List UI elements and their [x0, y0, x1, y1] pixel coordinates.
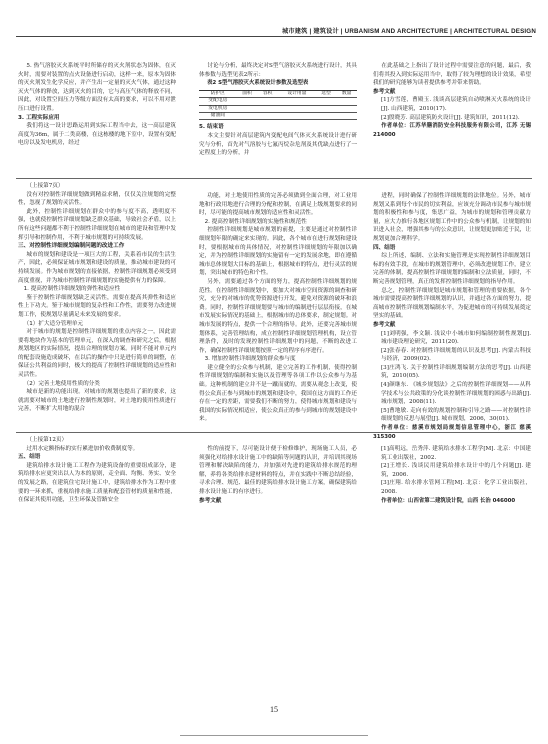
table-header-row	[199, 90, 357, 97]
references-heading: 参考文献	[373, 321, 396, 328]
running-header	[0, 0, 548, 38]
page-number: 15	[270, 705, 278, 714]
article1-column-1	[18, 62, 176, 168]
parameter-table	[199, 90, 357, 121]
paragraph: 城市是新的功能出现。对城市的规划也提出了新的要求，这就需要对城市的土地进行控制性规划时，对土地的使用性质进行完善，不断扩大用地的混合	[18, 389, 176, 413]
paragraph: 对于城市的规划是控制性详细规划的重点内容之一，因此需要将地块作为基本的管理单元，在深入的调查和研究之后，根据规划地区的实际情况，提出合理的规划方案。同时不能对单元内的配套设施造成破坏，在以后的操作中只是进行简单的调整，在保证公共利益的同时，极大的提高了控制性详细规划的适应性和灵活性。	[18, 329, 176, 379]
table-cell	[316, 113, 337, 120]
reference-item: [1]刘明强，李文颖. 浅议中小城市如何编制控制性规划[J]. 城市建设理论研究，2011(20).	[381, 330, 531, 346]
paragraph: 过用水定额指标的实行累进加价收费制度等。	[26, 445, 139, 452]
footer-rule	[180, 735, 368, 736]
table-cell	[237, 113, 258, 120]
paragraph: 城市的规划和建设是一项巨大的工程，关系着市民的生活生产，因此，必须保证城市规划和建设的质量，推动城市建设的可持续发展。作为城市规划的直接依据，控制性详细规划必须受到高度重视，并为城市控制性详细规划的实施提供有力的保障。	[18, 251, 176, 284]
header-rule	[16, 36, 532, 37]
table-caption: 表2 S型气溶胶灭火系统设计参数及选型表	[207, 80, 309, 87]
continued-from-label: （上接第7页）	[26, 183, 64, 189]
subsection-heading: （2）完善土地使用性质的分类	[23, 380, 100, 387]
paragraph: 5. 热气溶胶灭火系统平时所储存的灭火剂状态为固体，在灭火时，需要对装置的点火设备进行启动，这样一来，原本为固体的灭火剂发生化学反应，并产生出一定量的灭火气体，通过这种灭火气体的释放，达到灭火的目的，它与高压气体的释放不同，因此，对设置空间压力等级方面没有太高的要求，可以不用对泄压口进行设置。	[18, 63, 176, 112]
table-cell	[316, 98, 337, 105]
table-cell	[237, 105, 258, 112]
paragraph: 进程，同时确保了控制性详细规划的法律地位。另外，城市规划又系到每个市民的切实利益，应该充分调动市民参与城市规划的积极性和参与度，集思广益，为城市的规划和管理贡献力量，应大力推行各地区规划工作中的公众参与机制，让规划的知识进入社会，增强其参与的公众意识，让规划更加贴近于民，让规划更加合理科学。	[373, 193, 531, 242]
author-affiliation: 作者单位：江苏华膳消防安全科技服务有限公司，江苏 无锡 214000	[373, 123, 531, 138]
table-cell: 储油间	[199, 113, 237, 120]
table-header-cell: 数量	[336, 90, 357, 97]
table-row	[199, 98, 357, 105]
references-heading: 参考文献	[199, 497, 222, 504]
section-heading: 四、结语	[373, 244, 396, 251]
continued-from-label: （上接第12页）	[26, 437, 68, 443]
reference-item: [2]殷晓芳. 高层建筑防火设计[J]. 建筑知识，2011(12).	[381, 114, 520, 121]
table-cell: 发电机房	[199, 105, 237, 112]
section-heading: 三、对控制性详细规划编制问题的改进工作	[18, 243, 125, 250]
paragraph: 讨论与分析，最终决定对S型气溶胶灭火系统进行设计，其具体参数与选型见表2所示：	[199, 63, 357, 78]
table-row	[199, 105, 357, 112]
subsection-heading: （1）扩大适分管理单元	[23, 320, 84, 327]
section-heading: 5. 结束语	[199, 124, 224, 131]
table-row	[199, 113, 357, 120]
table-cell	[237, 98, 258, 105]
table-cell	[278, 113, 316, 120]
paragraph: 总之，控制性详细规划是城市规划和管理的重要依据，各个城市需要提高控制性详细规划的认识，并通过各方面的努力，提高城市控制性详细规划编制水平，为促进城市的可持续发展奠定坚实的基础。	[373, 287, 531, 320]
subsection-heading: 2. 提高控制性详细规划的实施性和规范性	[204, 218, 307, 225]
article2-column-2	[199, 192, 357, 425]
section-divider	[16, 432, 532, 433]
table-cell	[278, 105, 316, 112]
paragraph: 此外，控制性详细规划在群众中的参与度不高，透明度不强，也就使控制性详细规划缺乏群众基础，导致社会矛盾，以上所有这些问题都不利于控制性详细规划在城市的建设和管理中发挥引导和控制作用，不利于城市规划的可持续发展。	[18, 208, 176, 241]
reference-item: [2]张春春. 对控制性详细规划的认识及思考[J]. 内蒙古科技与经济，2009(02).	[381, 347, 531, 363]
author-affiliation: 作者单位：慈溪市规划局规划信息管理中心，浙江 慈溪 315300	[373, 425, 531, 440]
table-cell: 变配电房	[199, 98, 237, 105]
table-header-cell: 选型	[316, 90, 337, 97]
reference-item: [5]曹地敏. 走向有效的规划控制和引导之路——对控制性详细规划的反思与展望[J]. 城市规划，2006，30(01).	[381, 407, 531, 423]
table-cell	[316, 105, 337, 112]
subsection-heading: 3. 增加控制性详细规划的群众参与度	[204, 356, 296, 363]
reference-item: [4]颜继东. 《城乡规划法》之后的控制性详细规划——从科学技术与公共政策的分化谈控制性详细规划的困惑与出路[J]. 城市规划，2008(11).	[381, 382, 531, 406]
article1-column-3	[373, 62, 531, 168]
journal-header-text: 城市建筑 | 建筑设计 | URBANISM AND ARCHITECTURE | ARCHITECTURAL DESIGN	[282, 28, 536, 35]
table-cell	[336, 113, 357, 120]
table-header-cell: 容积	[257, 90, 278, 97]
article3-column-3	[373, 445, 531, 518]
table-cell	[257, 113, 278, 120]
reference-item: [1]高明远，岳秀萍. 建筑给水排水工程学[M]. 北京：中国建筑工业出版社，2002.	[381, 446, 531, 461]
article2-column-1	[18, 182, 176, 425]
paragraph: 另外，需要通过各个方面的努力，提高控制性详细规划的规范性。在控制性详细规划中，要加大对城市空间资源的调查和研究，充分的对城市的优势资源进行开发，避免对资源的破坏和浪费。同时，控制性详细规划要与城市的编制进行层层衔接，在城市发展实际情况的基础上，根据城市的总体要求，制定规划。对城市发展的特点，提供一个合理的指导。此外，还要完善城市规划体系，完善管理结构，成立控制性详细规划管理机构，设立管理条件，及时的发现控制性详细规划中的问题，不断的改进工作，确保控制性详细规划按照一定的程序有序进行。	[199, 278, 357, 354]
paragraph: 建立健全的公众参与机制，建立完善的工作机制，使得控制性详细规划的编制和实施以及管理等各项工作以公众参与为基础。这种机制的建立并不是一蹴而就的，需要从观念上改变，使得公众真正参与到城市的规划和建设中，我国在这方面的工作还存在一定的差距，需要我们不断的努力，使得城市规划和建设与我国的实际情况相适应，使公众真正的参与到城市的规划建设中来。	[199, 364, 357, 423]
table-header-cell: 设计用量	[278, 90, 316, 97]
section-divider	[16, 178, 532, 179]
author-affiliation: 作者单位：山西省第二建筑设计院，山西 长治 046000	[381, 497, 516, 504]
table-cell	[336, 105, 357, 112]
section-heading: 3. 工程实际应用	[18, 114, 60, 121]
table-cell	[257, 105, 278, 112]
table-header-cell: 防护区	[199, 90, 237, 97]
reference-item: [3]庄鸿飞. 关于控制性详细规划编制方法的思考[J]. 山西建筑，2010(05).	[381, 364, 531, 380]
paragraph: 性的前提下，尽可能设计便于检修维护，现场施工人员，必须强化对给排水设计施工中的缺陷等问题的认识，并培训其现场管理和解决缺陷的能力，并加强对先进的建筑给排水规范的理解，养将各类给排水建材料的特点，并在实践中不断总结经验，寻求合理、规范、最佳的建筑给排水设计施工方案，确保建筑给排水设计施工的有序进行。	[199, 446, 357, 495]
references-heading: 参考文献	[373, 88, 396, 95]
reference-item: [1]方雪莲，曹殿玉. 浅谈高层建筑自动喷淋灭火系统的设计[J]. 山西建筑，2010(17).	[381, 97, 531, 112]
reference-item: [2]王增长. 浅谈民用建筑给排水设计中的几个问题[J]. 建筑，2006.	[381, 463, 531, 478]
article3-column-2	[199, 445, 357, 518]
table-cell	[257, 98, 278, 105]
table-header-cell: 面积	[237, 90, 258, 97]
paragraph: 建筑给排水设计施工工程作为建筑设备的重要组成部分，建筑给排水应更突出以人为本的原则，走全面、均衡、务实、安全的发展之路，在建筑住宅设计施工中，建筑给排水作为工程中重要的一环来抓，重视给排水施工质量和配套管材的质量和性能，在保证其使用功能，卫生环保及管路安全	[18, 462, 176, 504]
table-cell	[336, 98, 357, 105]
paragraph: 没有对控制性详细规划做到精益求精，仅仅关注规划的完整性，忽视了规划的灵活性。	[18, 191, 176, 207]
paragraph: 在此基础之上指出了设计过程中需要注意的问题，最后，我们将其投入到实际运用当中，取得了较为理想的设计效果，希望我们的研究能够为读者提供参考并带来帮助。	[373, 63, 531, 87]
article3-column-1	[18, 436, 176, 518]
subsection-heading: 1. 提高控制性详细规划的弹性和适应性	[23, 286, 121, 293]
paragraph: 我们将这一设计思路运用到实际工程当中去，这一高层建筑高度为36m，属于二类高楼，在这栋楼的地下室中，设置有变配电房以及发电机房，经过	[18, 123, 176, 147]
article1-column-2	[199, 62, 357, 168]
paragraph: 综上所述，编制、立法和实施管理是实现控制性详细规划目标的有效手段，在城市的规划管理中，必须改进规划工作，建立完善的体制，提高控制性详细规划的编制和立法质量，同时，不断完善规划管理，真正的发挥控制性详细规划的指导作用。	[373, 253, 531, 285]
paragraph: 功能，对土地使用性质的完善必须做到全面合理，对工业用地和行政用地进行合理的分配和控制，在满足上级规划要求的同时，尽可能的提高城市规划的适应性和灵活性。	[199, 193, 357, 217]
article2-column-3	[373, 192, 531, 440]
table-cell	[278, 98, 316, 105]
paragraph: 本文主要针对高层建筑内变配电间气体灭火系统设计进行研究与分析，首先对气溶胶与七氟丙烷杂危剂及其优缺点进行了一定程度上的分析，并	[199, 133, 357, 157]
paragraph: 鉴于控制性详细规划缺乏灵活性，需要在提高其弹性和适应性上下功夫。鉴于城市规划的复杂性和工作性，需要努力改进规划工作，使规划尽量满足未来发展的要求。	[18, 294, 176, 318]
paragraph: 控制性详细规划是城市规划的前提，主要是通过对控制性详细规划年限的确定来实现的。因此，各个城市在进行规划和建设时，要根据城市的具体情况，对控制性详细规划的年限加以确定，并为控制性详细规划的实施留有一定的发展余地，即在遵循城市总体规划大目标的基础上，根据城市的特点，进行灵活的规划，突出城市的特色和个性。	[199, 227, 357, 277]
section-heading: 五、结语	[18, 454, 41, 461]
reference-item: [3]庄翔. 给水排水管网工程[M]. 北京：化学工业出版社，2008.	[381, 480, 531, 495]
